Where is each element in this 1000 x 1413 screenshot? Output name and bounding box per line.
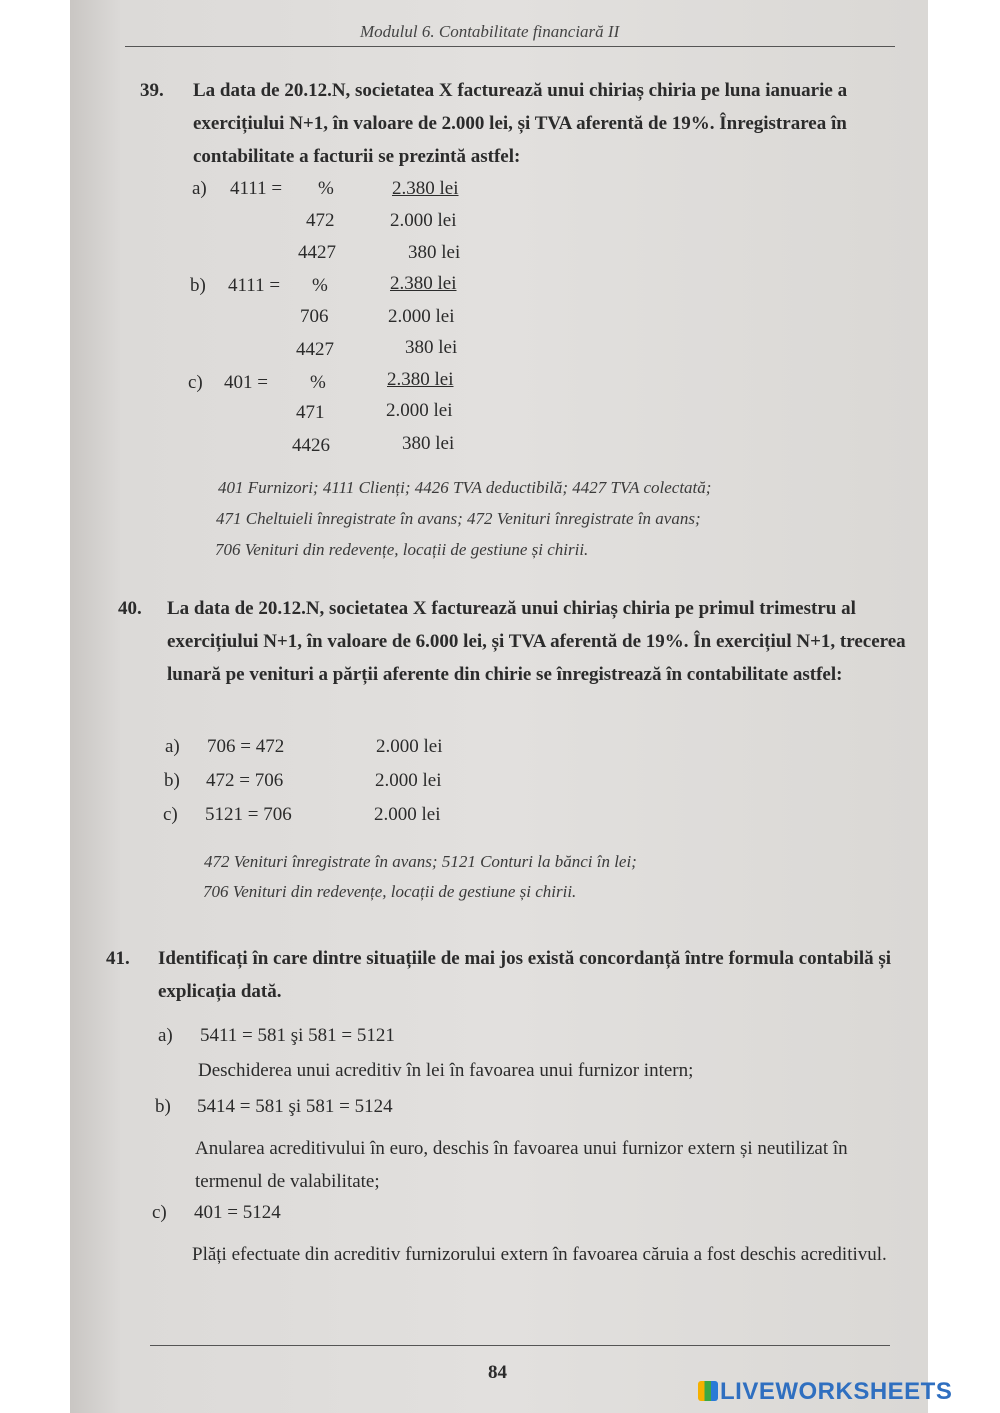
q39-option-b-debit: 4111 = [228,275,281,296]
q39-option-a-account-2: 4427 [298,242,336,263]
header-rule [125,46,895,47]
q41-option-b-entry: 5414 = 581 şi 581 = 5124 [197,1096,393,1117]
q40-option-c-value: 2.000 lei [374,804,441,825]
question-40-text: La data de 20.12.N, societatea X facturează unui chiriaș chiria pe primul trimestru al exercițiului N+1, în valoare de 6.000 lei, și TVA aferentă de 19%. În exercițiul N+1, trecerea lunară pe venituri a părții aferente din chirie se înregistrează în contabilitate astfel: [167,598,906,685]
q39-option-b-total: 2.380 lei [390,273,457,294]
q39-option-c-account-2: 4426 [292,435,330,456]
q39-option-a-value-1: 2.000 lei [390,210,457,231]
q39-option-c-debit: 401 = [224,372,268,393]
q39-legend-line-2: 471 Cheltuieli înregistrate în avans; 472 Venituri înregistrate în avans; [216,509,701,528]
q40-legend-line-2: 706 Venituri din redevențe, locații de gestiune și chirii. [203,882,577,901]
q39-option-b-account-1: 706 [300,306,329,327]
q41-option-c-explanation: Plăți efectuate din acreditiv furnizorului extern în favoarea căruia a fost deschis acreditivul. [192,1244,887,1265]
q40-option-a-entry: 706 = 472 [207,736,285,757]
q41-option-a-explanation: Deschiderea unui acreditiv în lei în favoarea unui furnizor intern; [198,1060,694,1081]
q41-option-b-explanation: Anularea acreditivului în euro, deschis în favoarea unui furnizor extern și neutilizat în termenul de valabilitate; [195,1138,848,1192]
q40-option-b-label: b) [164,770,180,791]
q39-option-a-percent: % [318,178,334,199]
q39-option-c-value-1: 2.000 lei [386,400,453,421]
q40-option-c-label: c) [163,804,178,825]
q41-option-c-entry: 401 = 5124 [194,1202,281,1223]
q39-option-c-value-2: 380 lei [402,433,455,454]
q41-option-a-label: a) [158,1025,173,1046]
q41-option-c-label: c) [152,1202,167,1223]
question-41-text: Identificați în care dintre situațiile de mai jos există concordanță între formula contabilă și explicația dată. [158,948,892,1002]
q39-option-c-label: c) [188,372,203,393]
q39-option-b-value-1: 2.000 lei [388,306,455,327]
q40-option-a-value: 2.000 lei [376,736,443,757]
q39-option-a-account-1: 472 [306,210,335,231]
q39-option-a-total: 2.380 lei [392,178,459,199]
q39-option-b-percent: % [312,275,328,296]
q39-option-c-account-1: 471 [296,402,325,423]
watermark-text: LIVEWORKSHEETS [720,1378,953,1405]
q40-option-a-label: a) [165,736,180,757]
q39-option-b-account-2: 4427 [296,339,334,360]
q39-option-b-value-2: 380 lei [405,337,458,358]
q40-legend-line-1: 472 Venituri înregistrate în avans; 5121 Conturi la bănci în lei; [204,852,637,871]
question-40-number: 40. [118,598,142,619]
q39-option-a-value-2: 380 lei [408,242,461,263]
q39-option-a-label: a) [192,178,207,199]
q40-option-b-entry: 472 = 706 [206,770,284,791]
q39-option-a-debit: 4111 = [230,178,283,199]
page-number: 84 [488,1362,507,1383]
question-39-number: 39. [140,80,164,101]
footer-rule [150,1345,890,1346]
q41-option-a-entry: 5411 = 581 şi 581 = 5121 [200,1025,395,1046]
q40-option-c-entry: 5121 = 706 [205,804,292,825]
q39-option-b-label: b) [190,275,206,296]
liveworksheets-logo-icon [698,1381,718,1401]
q39-option-c-percent: % [310,372,326,393]
q39-option-c-total: 2.380 lei [387,369,454,390]
q41-option-b-label: b) [155,1096,171,1117]
liveworksheets-watermark [698,1378,952,1406]
q40-option-b-value: 2.000 lei [375,770,442,791]
question-41-number: 41. [106,948,130,969]
running-header: Modulul 6. Contabilitate financiară II [360,22,620,41]
q39-legend-line-1: 401 Furnizori; 4111 Clienți; 4426 TVA deductibilă; 4427 TVA colectată; [218,478,712,497]
q39-legend-line-3: 706 Venituri din redevențe, locații de gestiune și chirii. [215,540,589,559]
question-39-text: La data de 20.12.N, societatea X facturează unui chiriaș chiria pe luna ianuarie a exercițiului N+1, în valoare de 2.000 lei, și TVA aferentă de 19%. Înregistrarea în contabilitate a facturii se prezintă astfel: [193,80,848,167]
